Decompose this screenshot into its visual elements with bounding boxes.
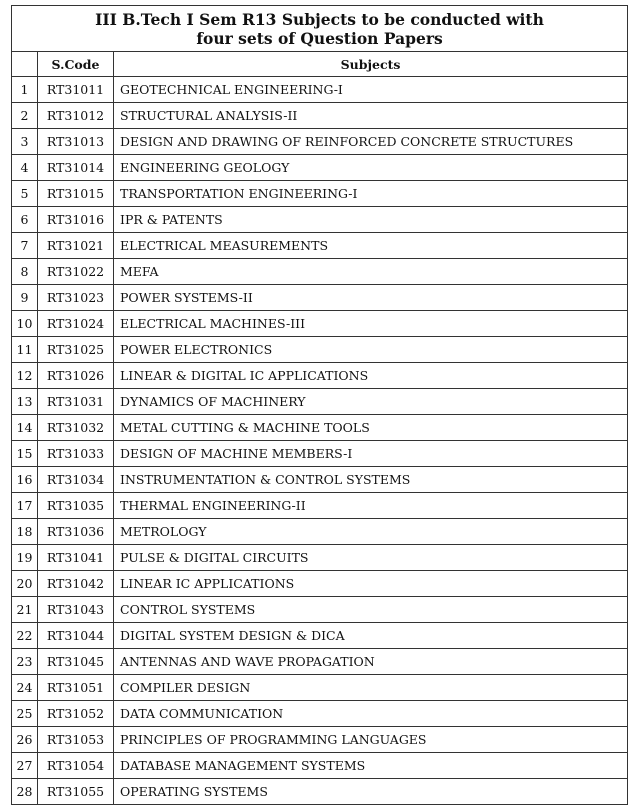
subject-code: RT31023 (38, 285, 114, 311)
subject-code: RT31033 (38, 441, 114, 467)
subject-code: RT31024 (38, 311, 114, 337)
row-number: 19 (12, 545, 38, 571)
row-number: 11 (12, 337, 38, 363)
table-row (12, 337, 628, 363)
table-row (12, 285, 628, 311)
header-subject: Subjects (114, 52, 628, 77)
subject-code: RT31012 (38, 103, 114, 129)
row-number: 9 (12, 285, 38, 311)
table-row (12, 779, 628, 805)
subject-code: RT31051 (38, 675, 114, 701)
subject-code: RT31016 (38, 207, 114, 233)
subject-code: RT31025 (38, 337, 114, 363)
table-row (12, 701, 628, 727)
row-number: 18 (12, 519, 38, 545)
subject-name: TRANSPORTATION ENGINEERING-I (114, 181, 628, 207)
subject-name: DESIGN OF MACHINE MEMBERS-I (114, 441, 628, 467)
subject-name: THERMAL ENGINEERING-II (114, 493, 628, 519)
row-number: 17 (12, 493, 38, 519)
row-number: 28 (12, 779, 38, 805)
row-number: 12 (12, 363, 38, 389)
subject-name: METAL CUTTING & MACHINE TOOLS (114, 415, 628, 441)
table-row (12, 727, 628, 753)
table-row (12, 753, 628, 779)
document-sheet (11, 5, 627, 805)
subject-name: ANTENNAS AND WAVE PROPAGATION (114, 649, 628, 675)
row-number: 14 (12, 415, 38, 441)
row-number: 6 (12, 207, 38, 233)
subject-code: RT31035 (38, 493, 114, 519)
table-row (12, 129, 628, 155)
table-row (12, 623, 628, 649)
table-row (12, 571, 628, 597)
table-row (12, 597, 628, 623)
subject-name: MEFA (114, 259, 628, 285)
subject-name: ELECTRICAL MACHINES-III (114, 311, 628, 337)
row-number: 15 (12, 441, 38, 467)
table-row (12, 649, 628, 675)
subject-name: CONTROL SYSTEMS (114, 597, 628, 623)
subject-code: RT31052 (38, 701, 114, 727)
row-number: 21 (12, 597, 38, 623)
subject-name: LINEAR & DIGITAL IC APPLICATIONS (114, 363, 628, 389)
subject-code: RT31055 (38, 779, 114, 805)
subject-name: POWER ELECTRONICS (114, 337, 628, 363)
subject-code: RT31011 (38, 77, 114, 103)
table-row (12, 363, 628, 389)
subject-name: IPR & PATENTS (114, 207, 628, 233)
subject-name: STRUCTURAL ANALYSIS-II (114, 103, 628, 129)
table-title (12, 6, 628, 52)
subject-code: RT31036 (38, 519, 114, 545)
subject-name: PULSE & DIGITAL CIRCUITS (114, 545, 628, 571)
table-row (12, 415, 628, 441)
subject-name: GEOTECHNICAL ENGINEERING-I (114, 77, 628, 103)
row-number: 22 (12, 623, 38, 649)
table-row (12, 181, 628, 207)
row-number: 7 (12, 233, 38, 259)
row-number: 1 (12, 77, 38, 103)
row-number: 24 (12, 675, 38, 701)
subject-code: RT31032 (38, 415, 114, 441)
table-row (12, 493, 628, 519)
subject-code: RT31015 (38, 181, 114, 207)
table-row (12, 389, 628, 415)
row-number: 13 (12, 389, 38, 415)
subject-code: RT31022 (38, 259, 114, 285)
subject-name: DIGITAL SYSTEM DESIGN & DICA (114, 623, 628, 649)
row-number: 23 (12, 649, 38, 675)
subject-name: ELECTRICAL MEASUREMENTS (114, 233, 628, 259)
table-body (12, 77, 628, 805)
subject-name: INSTRUMENTATION & CONTROL SYSTEMS (114, 467, 628, 493)
row-number: 27 (12, 753, 38, 779)
table-row (12, 259, 628, 285)
subject-code: RT31026 (38, 363, 114, 389)
subject-name: OPERATING SYSTEMS (114, 779, 628, 805)
subject-code: RT31044 (38, 623, 114, 649)
table-row (12, 233, 628, 259)
subject-code: RT31014 (38, 155, 114, 181)
table-row (12, 207, 628, 233)
subject-name: COMPILER DESIGN (114, 675, 628, 701)
table-row (12, 467, 628, 493)
subject-code: RT31045 (38, 649, 114, 675)
title-line-1: III B.Tech I Sem R13 Subjects to be conducted with (95, 9, 544, 29)
header-sno (12, 52, 38, 77)
row-number: 8 (12, 259, 38, 285)
table-row (12, 519, 628, 545)
subject-name: ENGINEERING GEOLOGY (114, 155, 628, 181)
row-number: 4 (12, 155, 38, 181)
subject-code: RT31031 (38, 389, 114, 415)
subject-code: RT31013 (38, 129, 114, 155)
subject-code: RT31054 (38, 753, 114, 779)
row-number: 3 (12, 129, 38, 155)
table-row (12, 545, 628, 571)
row-number: 2 (12, 103, 38, 129)
subject-code: RT31021 (38, 233, 114, 259)
row-number: 20 (12, 571, 38, 597)
subject-code: RT31042 (38, 571, 114, 597)
subject-name: DATA COMMUNICATION (114, 701, 628, 727)
title-line-2: four sets of Question Papers (196, 28, 443, 48)
subject-name: DYNAMICS OF MACHINERY (114, 389, 628, 415)
subject-code: RT31034 (38, 467, 114, 493)
subject-code: RT31053 (38, 727, 114, 753)
row-number: 26 (12, 727, 38, 753)
subject-name: METROLOGY (114, 519, 628, 545)
table-row (12, 77, 628, 103)
subject-name: PRINCIPLES OF PROGRAMMING LANGUAGES (114, 727, 628, 753)
header-row (12, 52, 628, 77)
table-row (12, 441, 628, 467)
subject-code: RT31041 (38, 545, 114, 571)
subject-name: DATABASE MANAGEMENT SYSTEMS (114, 753, 628, 779)
subject-name: LINEAR IC APPLICATIONS (114, 571, 628, 597)
subject-name: POWER SYSTEMS-II (114, 285, 628, 311)
row-number: 25 (12, 701, 38, 727)
row-number: 5 (12, 181, 38, 207)
row-number: 16 (12, 467, 38, 493)
table-row (12, 103, 628, 129)
row-number: 10 (12, 311, 38, 337)
table-row (12, 675, 628, 701)
table-row (12, 311, 628, 337)
table-row (12, 155, 628, 181)
header-code: S.Code (38, 52, 114, 77)
subjects-table (11, 5, 628, 805)
subject-name: DESIGN AND DRAWING OF REINFORCED CONCRETE STRUCTURES (114, 129, 628, 155)
subject-code: RT31043 (38, 597, 114, 623)
